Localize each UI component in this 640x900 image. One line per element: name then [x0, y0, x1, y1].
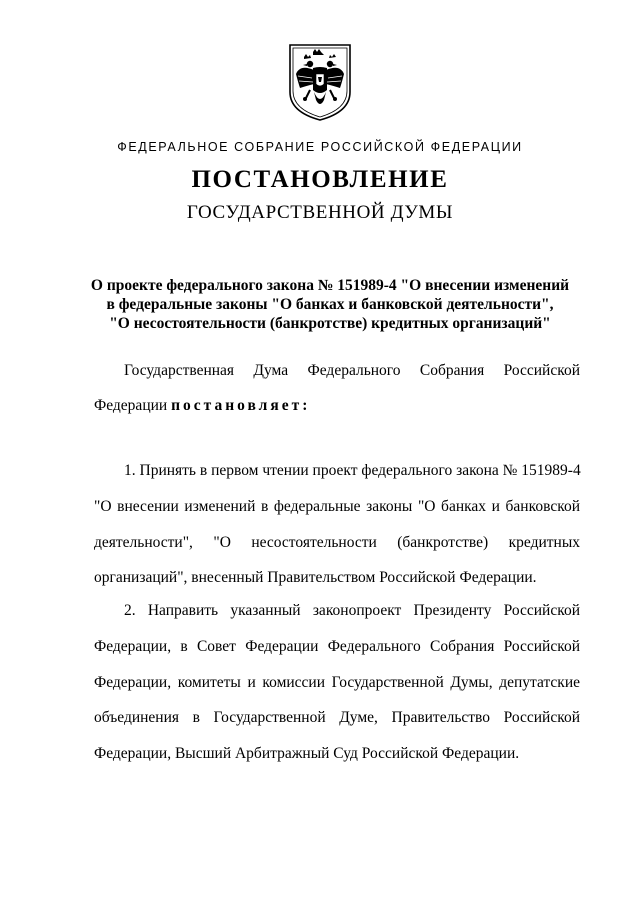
- preamble-country: Федерации: [94, 397, 168, 414]
- paragraph-line: Федерации, комитеты и комиссии Государственной Думы, депутатские: [94, 674, 580, 691]
- preamble-line: [94, 397, 580, 415]
- document-type-heading: ПОСТАНОВЛЕНИЕ: [191, 166, 449, 193]
- issuer-heading: ГОСУДАРСТВЕННОЙ ДУМЫ: [186, 202, 454, 223]
- decrees-word: постановляет:: [171, 397, 311, 414]
- paragraph-line: Федерации, в Совет Федерации Федерального Собрания Российской: [94, 638, 580, 655]
- paragraph-line: деятельности", "О несостоятельности (банкротстве) кредитных: [94, 534, 580, 551]
- item-2-paragraph: [94, 602, 580, 772]
- item-1-paragraph: [94, 462, 580, 592]
- document-subject: [60, 276, 600, 333]
- subject-line: "О несостоятельности (банкротстве) кредитных организаций": [109, 315, 551, 332]
- preamble-paragraph: [94, 362, 580, 422]
- subject-line: О проекте федерального закона № 151989-4 "О внесении изменений: [90, 277, 570, 294]
- coat-of-arms-icon: [286, 42, 354, 122]
- subject-line: в федеральные законы "О банках и банковской деятельности",: [106, 296, 554, 313]
- preamble-line: Государственная Дума Федерального Собрания Российской: [124, 362, 580, 379]
- paragraph-line: организаций", внесенный Правительством Российской Федерации.: [94, 569, 537, 586]
- paragraph-line: 1. Принять в первом чтении проект федерального закона № 151989-4: [124, 462, 581, 479]
- paragraph-line: "О внесении изменений в федеральные законы "О банках и банковской: [94, 498, 580, 515]
- paragraph-line: объединения в Государственной Думе, Правительство Российской: [94, 709, 580, 726]
- paragraph-line: 2. Направить указанный законопроект Президенту Российской: [124, 602, 580, 619]
- organization-name: ФЕДЕРАЛЬНОЕ СОБРАНИЕ РОССИЙСКОЙ ФЕДЕРАЦИИ: [117, 140, 523, 154]
- paragraph-line: Федерации, Высший Арбитражный Суд Российской Федерации.: [94, 745, 520, 762]
